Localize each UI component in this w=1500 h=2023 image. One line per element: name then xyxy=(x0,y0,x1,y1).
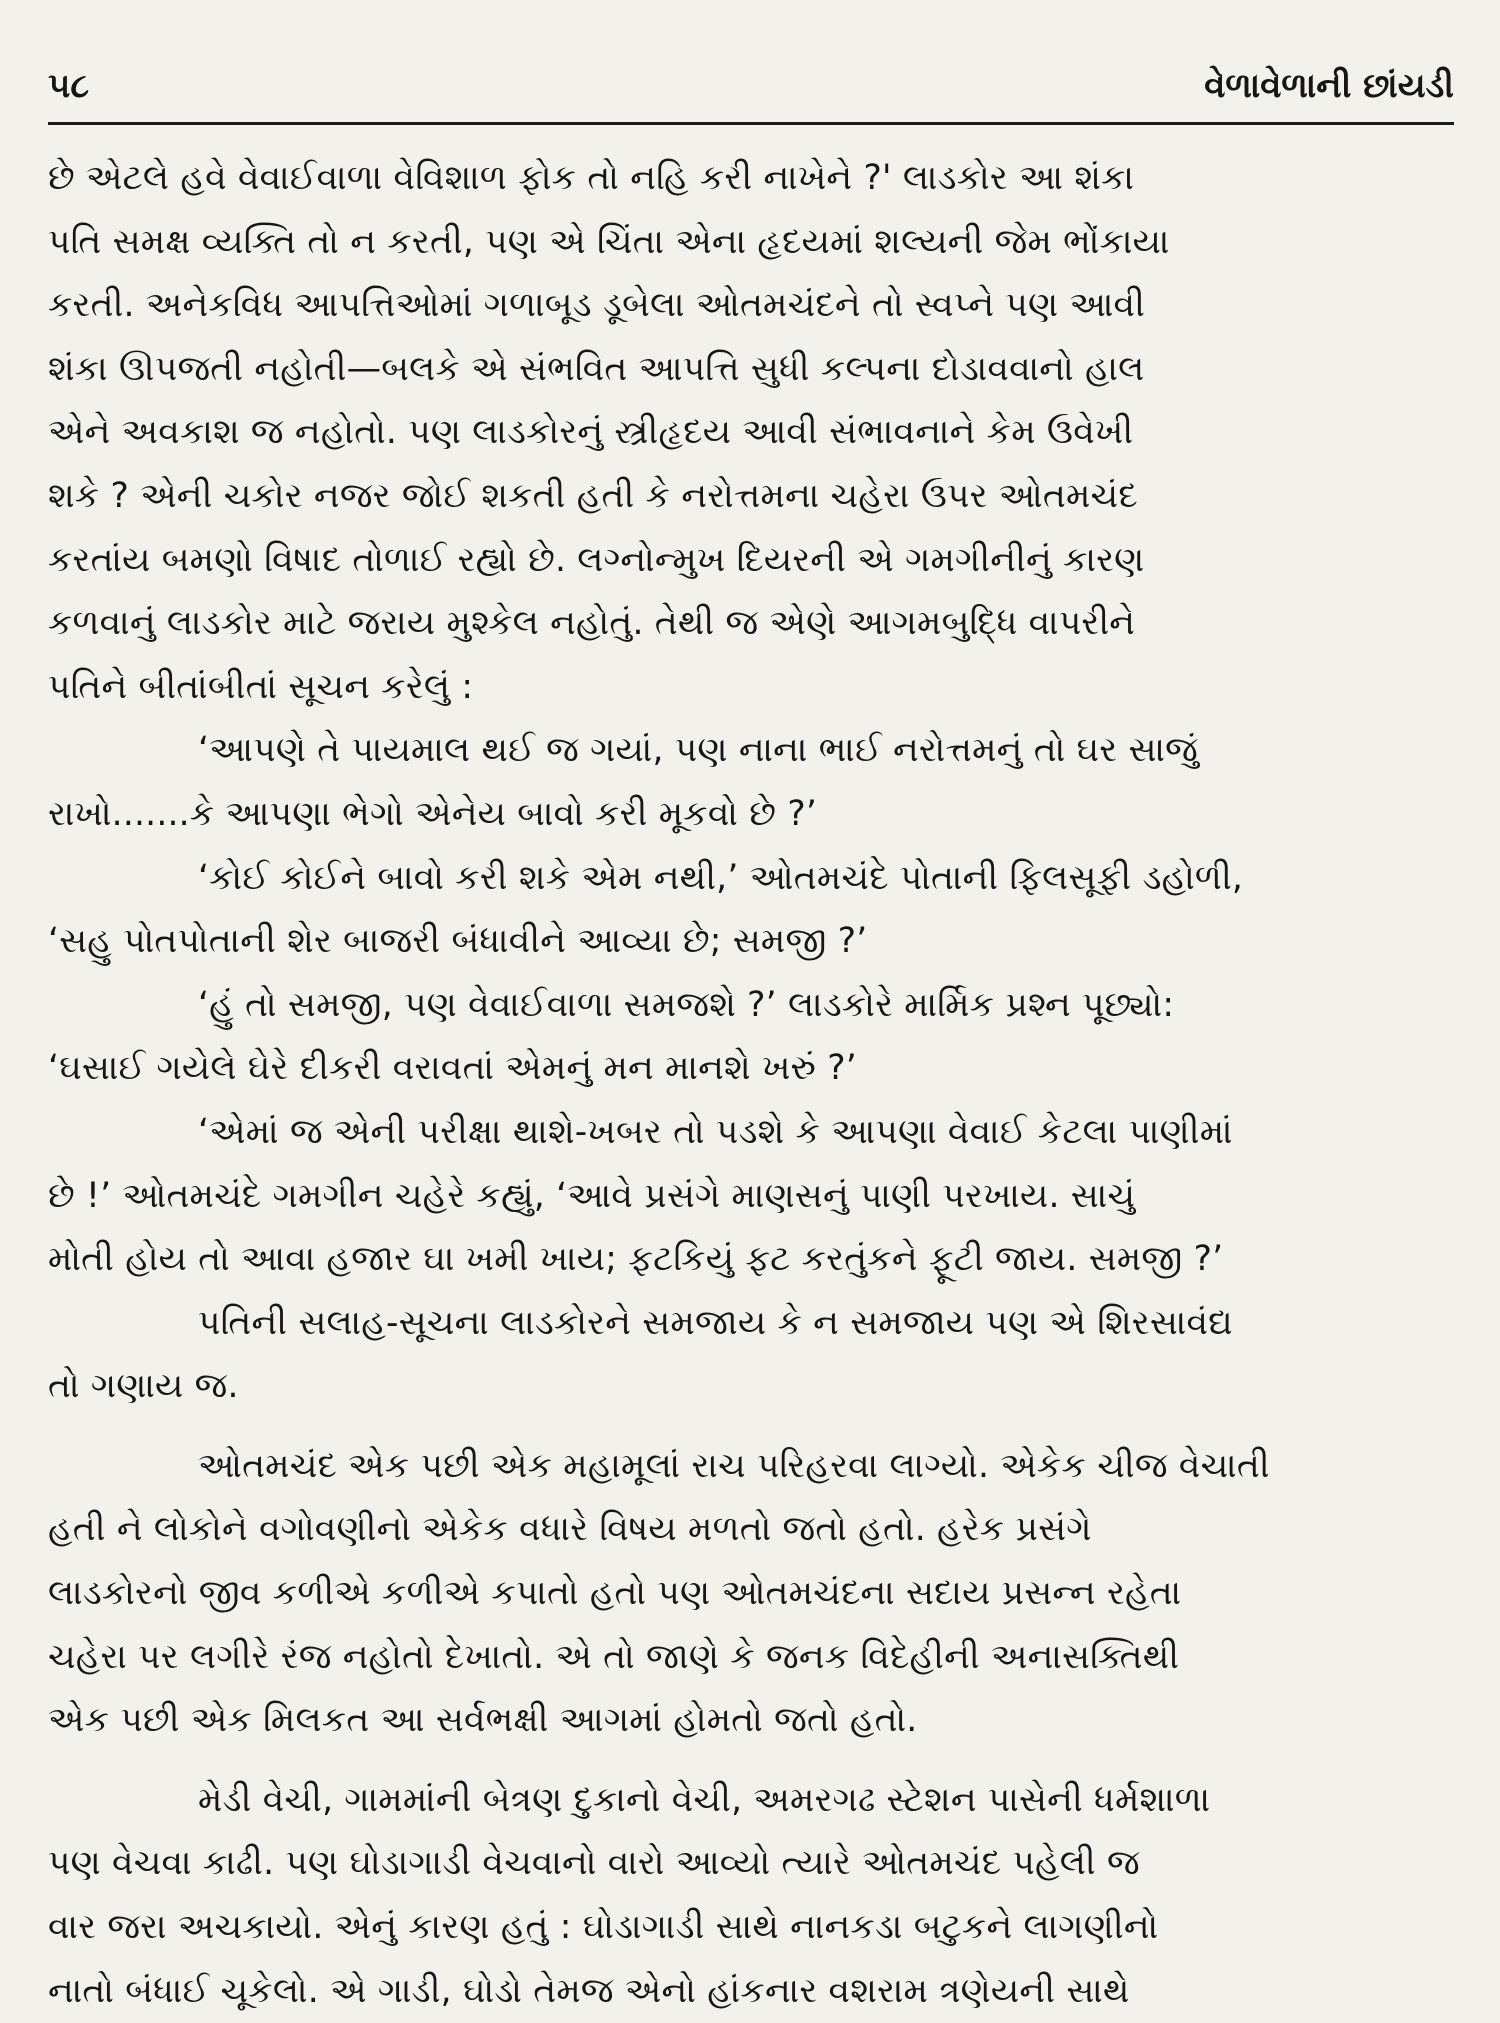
paragraph xyxy=(48,1292,1454,1419)
text-line: ‘હું તો સમજી, પણ વેવાઈવાળા સમજશે ?’ લાડકોરે માર્મિક પ્રશ્ન પૂછ્યો: xyxy=(198,984,1175,1025)
paragraph xyxy=(48,1101,1454,1292)
body-text xyxy=(48,147,1454,2023)
paragraph xyxy=(48,847,1454,974)
text-line: લાડકોરનો જીવ કળીએ કળીએ કપાતો હતો પણ ઓતમચંદના સદાય પ્રસન્ન રહેતા xyxy=(48,1573,1182,1614)
text-line: પતિને બીતાંબીતાં સૂચન કરેલું : xyxy=(48,666,474,707)
paragraph xyxy=(48,1435,1454,1753)
paragraph xyxy=(48,719,1454,846)
paragraph xyxy=(48,1769,1454,2023)
paragraph xyxy=(48,147,1454,719)
text-line: પતિની સલાહ-સૂચના લાડકોરને સમજાય કે ન સમજાય પણ એ શિરસાવંદ્ય xyxy=(198,1302,1233,1343)
text-line: નાતો બંધાઈ ચૂકેલો. એ ગાડી, ઘોડો તેમજ એનો હાંકનાર વશરામ ત્રણેયની સાથે xyxy=(48,1970,1130,2011)
text-line: ચહેરા પર લગીરે રંજ નહોતો દેખાતો. એ તો જાણે કે જનક વિદેહીની અનાસક્તિથી xyxy=(48,1636,1180,1677)
text-line: કરતી. અનેકવિધ આપત્તિઓમાં ગળાબૂડ ડૂબેલા ઓતમચંદને તો સ્વપ્ને પણ આવી xyxy=(48,285,1146,326)
text-line: શંકા ઊપજતી નહોતી—બલકે એ સંભવિત આપત્તિ સુધી કલ્પના દોડાવવાનો હાલ xyxy=(48,348,1145,389)
page-number: ૫૮ xyxy=(48,66,90,106)
text-line: ઓતમચંદ એક પછી એક મહામૂલાં રાચ પરિહરવા લાગ્યો. એકેક ચીજ વેચાતી xyxy=(198,1445,1270,1486)
text-line: એને અવકાશ જ નહોતો. પણ લાડકોરનું સ્ત્રીહૃદય આવી સંભાવનાને કેમ ઉવેખી xyxy=(48,412,1134,453)
text-line: મોતી હોય તો આવા હજાર ઘા ખમી ખાય; ફટકિયું ફટ કરતુંકને ફૂટી જાય. સમજી ?’ xyxy=(48,1239,1224,1280)
text-line: હતી ને લોકોને વગોવણીનો એકેક વધારે વિષય મળતો જતો હતો. હરેક પ્રસંગે xyxy=(48,1509,1092,1550)
text-line: કરતાંય બમણો વિષાદ તોળાઈ રહ્યો છે. લગ્નોન્મુખ દિયરની એ ગમગીનીનું કારણ xyxy=(48,539,1145,580)
text-line: કળવાનું લાડકોર માટે જરાય મુશ્કેલ નહોતું. તેથી જ એણે આગમબુદ્ધિ વાપરીને xyxy=(48,603,1136,644)
text-line: ‘કોઈ કોઈને બાવો કરી શકે એમ નથી,’ ઓતમચંદે પોતાની ફિલસૂફી ડહોળી, xyxy=(198,857,1244,898)
running-header xyxy=(48,62,1454,125)
text-line: વાર જરા અચકાયો. એનું કારણ હતું : ઘોડાગાડી સાથે નાનકડા બટુકને લાગણીનો xyxy=(48,1907,1159,1948)
text-line: ‘સહુ પોતપોતાની શેર બાજરી બંધાવીને આવ્યા છે; સમજી ?’ xyxy=(48,921,868,962)
paragraph xyxy=(48,974,1454,1101)
text-line: તો ગણાય જ. xyxy=(48,1366,239,1407)
text-line: પતિ સમક્ષ વ્યક્તિ તો ન કરતી, પણ એ ચિંતા એના હૃદયમાં શલ્યની જેમ ભોંકાયા xyxy=(48,221,1170,262)
text-line: છે એટલે હવે વેવાઈવાળા વેવિશાળ ફોક તો નહિ કરી નાખેને ?' લાડકોર આ શંકા xyxy=(48,158,1135,198)
running-title: વેળાવેળાની છાંયડી xyxy=(1204,66,1454,106)
text-line: છે !’ ઓતમચંદે ગમગીન ચહેરે કહ્યું, ‘આવે પ્રસંગે માણસનું પાણી પરખાય. સાચું xyxy=(48,1175,1136,1216)
text-line: ‘એમાં જ એની પરીક્ષા થાશે-ખબર તો પડશે કે આપણા વેવાઈ કેટલા પાણીમાં xyxy=(198,1111,1233,1152)
text-line: રાખો.......કે આપણા ભેગો એનેય બાવો કરી મૂકવો છે ?’ xyxy=(48,793,818,834)
text-line: ‘ઘસાઈ ગયેલે ઘેરે દીકરી વરાવતાં એમનું મન માનશે ખરું ?’ xyxy=(48,1048,857,1089)
text-line: ‘આપણે તે પાયમાલ થઈ જ ગયાં, પણ નાના ભાઈ નરોત્તમનું તો ઘર સાજું xyxy=(198,730,1198,771)
text-line: પણ વેચવા કાઢી. પણ ઘોડાગાડી વેચવાનો વારો આવ્યો ત્યારે ઓતમચંદ પહેલી જ xyxy=(48,1843,1140,1884)
text-line: મેડી વેચી, ગામમાંની બેત્રણ દુકાનો વેચી, અમરગઢ સ્ટેશન પાસેની ધર્મશાળા xyxy=(198,1779,1211,1820)
text-line: શકે ? એની ચકોર નજર જોઈ શકતી હતી કે નરોત્તમના ચહેરા ઉપર ઓતમચંદ xyxy=(48,475,1138,516)
text-line: એક પછી એક મિલકત આ સર્વભક્ષી આગમાં હોમતો જતો હતો. xyxy=(48,1700,918,1741)
